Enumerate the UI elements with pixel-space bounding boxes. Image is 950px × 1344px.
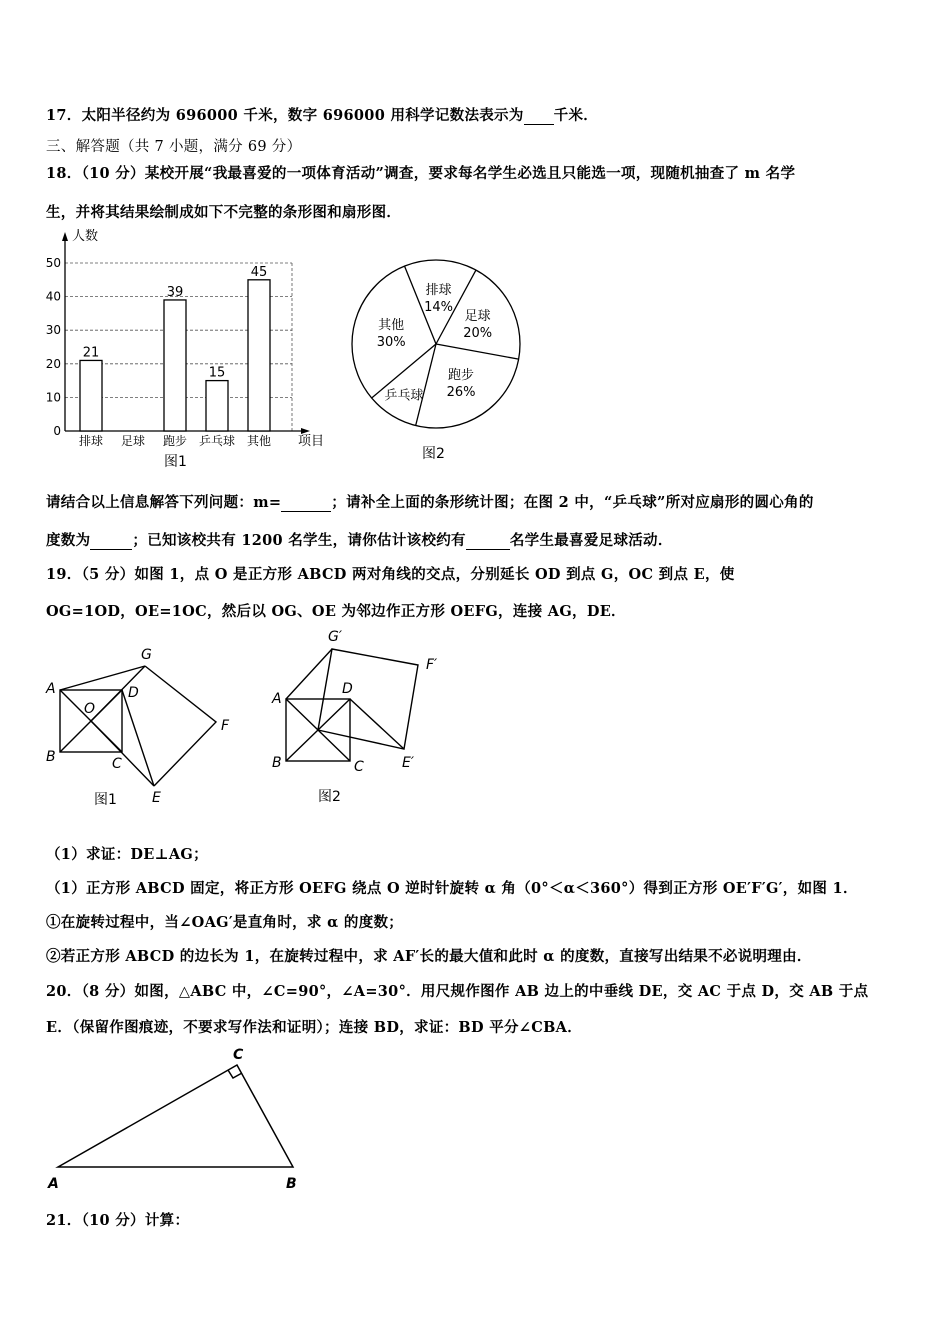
label-c: C xyxy=(112,756,122,772)
bar-跑步 xyxy=(164,300,186,431)
label-a: A xyxy=(46,681,56,697)
x-tick-label: 其他 xyxy=(246,434,272,448)
q19-line-1: 19．（5 分）如图 1，点 O 是正方形 ABCD 两对角线的交点，分别延长 OD 到点 G，OC 到点 E，使 xyxy=(46,566,735,583)
label-a: A xyxy=(272,691,282,707)
label-a: A xyxy=(48,1176,59,1192)
x-tick-label: 足球 xyxy=(120,434,146,448)
section-3-title: 三、解答题（共 7 小题，满分 69 分） xyxy=(46,139,302,155)
q18-ask1-b: ；请补全上面的条形统计图；在图 2 中，“乒乓球”所对应扇形的圆心角的 xyxy=(331,494,814,511)
q19-sub-1: ①在旋转过程中，当∠OAG′是直角时，求 α 的度数； xyxy=(46,914,404,931)
label-g: G xyxy=(141,647,152,663)
q18-ask2-a: 度数为 xyxy=(46,532,91,549)
q19-sub-2: ②若正方形 ABCD 的边长为 1，在旋转过程中，求 AF′长的最大值和此时 α 的度数，直接写出结果不必说明理由． xyxy=(46,948,812,965)
x-tick-label: 乒乓球 xyxy=(198,434,236,448)
slice-percent: 14% xyxy=(424,299,454,315)
fig1-caption: 图1 xyxy=(94,792,117,808)
q18-line-1: 18．（10 分）某校开展“我最喜爱的一项体育活动”调查，要求每名学生必选且只能选一项，现随机抽查了 m 名学 xyxy=(46,165,796,182)
label-b: B xyxy=(46,749,56,765)
x-tick-label: 跑步 xyxy=(162,434,188,448)
answer-blank-angle[interactable] xyxy=(90,532,132,550)
slice-name: 足球 xyxy=(464,309,491,325)
answer-blank[interactable] xyxy=(524,107,554,125)
geometry-figure-2 xyxy=(268,625,468,795)
bar-排球 xyxy=(80,360,102,431)
slice-boundary xyxy=(436,344,519,359)
fig2-caption: 图2 xyxy=(318,789,341,805)
q17-text-a: 17．太阳半径约为 696000 千米，数字 696000 用科学记数法表示为 xyxy=(46,107,524,124)
label-f: F xyxy=(221,718,230,734)
y-tick-label: 20 xyxy=(45,356,61,371)
bar-chart-figure-1 xyxy=(36,228,336,473)
bar-value-label: 45 xyxy=(250,264,268,280)
q18-ask2-c: 名学生最喜爱足球活动． xyxy=(509,532,673,549)
label-d: D xyxy=(128,685,139,701)
q18-line-2: 生，并将其结果绘制成如下不完整的条形图和扇形图． xyxy=(46,204,402,221)
chart-ylabel: 人数 xyxy=(72,229,99,244)
label-c: C xyxy=(354,759,364,775)
q20-line-1: 20．（8 分）如图，△ABC 中，∠C=90°，∠A=30°．用尺规作图作 AB 边上的中垂线 DE，交 AC 于点 D，交 AB 于点 xyxy=(46,983,869,1000)
bar-乒乓球 xyxy=(206,381,228,431)
slice-name: 跑步 xyxy=(448,367,475,383)
bar-value-label: 15 xyxy=(208,365,226,381)
chart-title: 图1 xyxy=(164,454,187,470)
label-d: D xyxy=(342,681,353,697)
x-tick-label: 排球 xyxy=(78,434,104,448)
y-tick-label: 10 xyxy=(45,390,61,405)
label-e: E xyxy=(152,790,161,806)
y-axis-arrow xyxy=(62,232,68,241)
answer-blank-m[interactable] xyxy=(281,494,331,512)
answer-blank-count[interactable] xyxy=(466,532,510,550)
y-tick-label: 0 xyxy=(53,424,61,438)
label-e-prime: E′ xyxy=(402,755,415,771)
pie-title: 图2 xyxy=(422,446,445,462)
y-tick-label: 30 xyxy=(45,323,61,338)
label-o: O xyxy=(84,701,96,717)
slice-percent: 20% xyxy=(463,326,493,342)
segment-de xyxy=(350,699,404,749)
slice-name: 排球 xyxy=(425,282,452,298)
bar-其他 xyxy=(248,280,270,431)
triangle-abc xyxy=(58,1065,293,1167)
label-b: B xyxy=(286,1176,297,1192)
question-21: 21．（10 分）计算： xyxy=(46,1212,190,1229)
slice-percent: 26% xyxy=(446,384,476,400)
question-17 xyxy=(46,104,598,125)
bar-value-label: 39 xyxy=(166,284,184,300)
label-g-prime: G′ xyxy=(328,629,343,645)
q18-ask2-b: ；已知该校共有 1200 名学生，请你估计该校约有 xyxy=(132,532,466,549)
y-tick-label: 40 xyxy=(45,289,61,304)
bar-value-label: 21 xyxy=(82,345,100,361)
label-b: B xyxy=(272,755,282,771)
q18-ask1-a: 请结合以上信息解答下列问题：m= xyxy=(46,494,282,511)
chart-xlabel: 项目 xyxy=(298,434,325,449)
triangle-abc-figure xyxy=(40,1045,320,1195)
slice-name: 乒乓球 xyxy=(384,388,424,404)
slice-name: 其他 xyxy=(378,317,405,333)
label-f-prime: F′ xyxy=(426,657,438,673)
y-tick-label: 50 xyxy=(45,256,61,270)
slice-boundary xyxy=(416,344,436,426)
segment-de xyxy=(122,690,154,786)
q18-ask-1 xyxy=(46,491,814,512)
slice-percent: 30% xyxy=(376,334,406,350)
label-c: C xyxy=(233,1047,244,1063)
q19-part-1: （1）求证：DE⊥AG； xyxy=(46,846,208,863)
geometry-figure-1 xyxy=(40,640,260,810)
q18-ask-2 xyxy=(46,529,673,550)
pie-chart-figure-2 xyxy=(350,258,550,478)
q19-line-2: OG=1OD，OE=1OC，然后以 OG、OE 为邻边作正方形 OEFG，连接 AG，DE． xyxy=(46,603,626,620)
q17-text-b: 千米． xyxy=(553,107,599,124)
q20-line-2: E．（保留作图痕迹，不要求写作法和证明）；连接 BD，求证：BD 平分∠CBA． xyxy=(46,1019,583,1036)
q19-part-2: （1）正方形 ABCD 固定，将正方形 OEFG 绕点 O 逆时针旋转 α 角（0°＜α＜360°）得到正方形 OE′F′G′，如图 1． xyxy=(46,880,858,897)
square-oefg-side xyxy=(145,666,216,786)
